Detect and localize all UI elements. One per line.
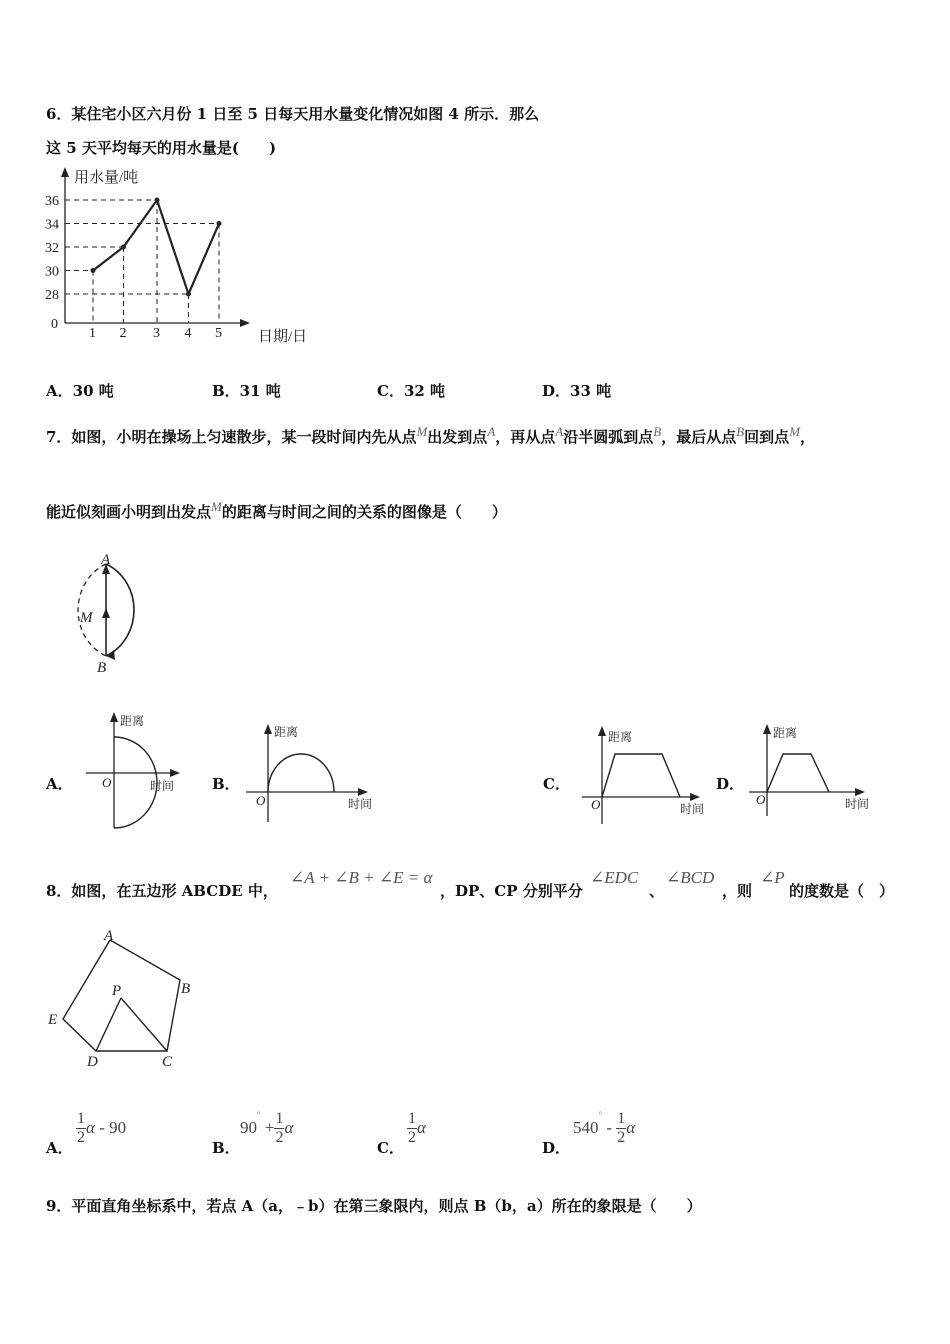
- label-a: A: [101, 552, 111, 568]
- point-m: M: [416, 424, 428, 439]
- svg-text:距离: 距离: [274, 725, 299, 739]
- q7-graph-c: [578, 720, 718, 825]
- x-tick-label: 4: [184, 326, 192, 341]
- q7-line1: 7．如图，小明在操场上匀速散步，某一段时间内先从点M出发到点A，再从点A沿半圆弧到点B，最后从点B回到点M，: [46, 424, 816, 446]
- q6-option-c[interactable]: C．32 吨: [377, 382, 446, 400]
- point-m: M: [789, 424, 801, 439]
- q8-option-b-expr: 90° + $\frac{1}{2}$ α: [240, 1110, 294, 1146]
- q6-option-a[interactable]: A．30 吨: [46, 382, 114, 400]
- q6-line2: 这 5 天平均每天的用水量是( ): [46, 139, 277, 157]
- x-tick-label: 1: [89, 326, 96, 341]
- q8-option-b[interactable]: B．: [212, 1139, 240, 1157]
- q8-option-c[interactable]: C．: [377, 1139, 404, 1157]
- origin-label: 0: [51, 317, 58, 332]
- q7-line2: 能近似刻画小明到出发点M的距离与时间之间的关系的图像是（ ）: [46, 499, 507, 521]
- q6-option-b[interactable]: B．31 吨: [212, 382, 281, 400]
- q8-option-d[interactable]: D．: [542, 1139, 571, 1157]
- y-axis-arrow: [61, 167, 69, 177]
- y-tick-label: 28: [45, 288, 59, 303]
- q8-angle-p: ∠P: [760, 868, 785, 887]
- label-b: B: [97, 660, 107, 676]
- point-b: B: [736, 424, 745, 439]
- y-tick-label: 34: [45, 217, 59, 233]
- svg-text:O: O: [756, 792, 766, 807]
- q8-option-a-expr: $\frac{1}{2}$ α - 90: [77, 1110, 127, 1146]
- vertex-p: P: [112, 983, 122, 999]
- q8-option-a[interactable]: A．: [46, 1139, 73, 1157]
- data-point-2: [121, 245, 126, 250]
- q8-sep: 、: [649, 882, 665, 900]
- data-point-1: [91, 268, 96, 273]
- vertex-b: B: [181, 981, 191, 997]
- svg-text:距离: 距离: [608, 730, 633, 744]
- svg-text:时间: 时间: [845, 797, 870, 811]
- q7-option-a[interactable]: A．: [46, 775, 73, 793]
- q6-line1: 6．某住宅小区六月份 1 日至 5 日每天用水量变化情况如图 4 所示．那么: [46, 105, 540, 123]
- svg-text:O: O: [256, 793, 266, 808]
- x-axis-title: 日期/日: [258, 329, 308, 345]
- svg-text:距离: 距离: [773, 726, 798, 740]
- point-a: A: [555, 424, 564, 439]
- point-b: B: [653, 424, 662, 439]
- point-m: M: [211, 499, 222, 514]
- svg-text:时间: 时间: [150, 779, 175, 793]
- y-tick-label: 30: [45, 264, 59, 280]
- q8-text-a: 8．如图，在五边形 ABCDE 中，: [46, 882, 278, 900]
- q7-graph-d: [745, 718, 875, 818]
- x-tick-label: 5: [215, 326, 222, 341]
- svg-text:O: O: [102, 775, 112, 790]
- y-axis-title: 用水量/吨: [74, 170, 139, 186]
- y-tick-label: 36: [45, 194, 59, 209]
- x-axis-arrow: [240, 319, 250, 327]
- svg-text:时间: 时间: [680, 802, 705, 816]
- data-point-5: [217, 221, 222, 226]
- q8-option-d-expr: 540° - $\frac{1}{2}$ α: [573, 1110, 636, 1146]
- q9-text: 9．平面直角坐标系中，若点 A（a，﹣b）在第三象限内，则点 B（b，a）所在的象限是（ ）: [46, 1197, 702, 1215]
- vertex-a: A: [104, 928, 114, 944]
- vertex-e: E: [48, 1012, 58, 1028]
- q8-text-d: 的度数是（ ）: [789, 882, 895, 900]
- water-usage-chart: [0, 0, 950, 360]
- svg-text:时间: 时间: [348, 797, 373, 811]
- q8-pentagon-figure: [40, 920, 210, 1070]
- q7-option-d[interactable]: D．: [716, 775, 745, 793]
- q7-track-figure: [50, 550, 160, 680]
- q8-text-b: ，DP、CP 分别平分: [440, 882, 583, 900]
- q8-text-c: ，则: [722, 882, 753, 900]
- data-point-4: [186, 292, 191, 297]
- svg-text:O: O: [591, 797, 601, 812]
- q8-angle-edc: ∠EDC: [590, 868, 639, 887]
- q7-option-b[interactable]: B．: [212, 775, 240, 793]
- svg-text:距离: 距离: [120, 714, 145, 728]
- x-tick-label: 3: [153, 326, 160, 341]
- q8-option-c-expr: $\frac{1}{2}$ α: [408, 1110, 426, 1146]
- q7-graph-b: [240, 718, 380, 823]
- q7-graph-a: [80, 710, 190, 835]
- x-tick-label: 2: [119, 326, 127, 341]
- q8-angle-bcd: ∠BCD: [666, 868, 715, 887]
- point-a: A: [487, 424, 496, 439]
- data-point-3: [155, 198, 160, 203]
- vertex-c: C: [162, 1054, 173, 1070]
- q6-option-d[interactable]: D．33 吨: [542, 382, 612, 400]
- y-tick-label: 32: [45, 241, 59, 256]
- vertex-d: D: [87, 1054, 98, 1070]
- q8-angle-sum: ∠A + ∠B + ∠E = α: [290, 868, 433, 887]
- q7-option-c[interactable]: C．: [543, 775, 570, 793]
- label-m: M: [80, 610, 93, 626]
